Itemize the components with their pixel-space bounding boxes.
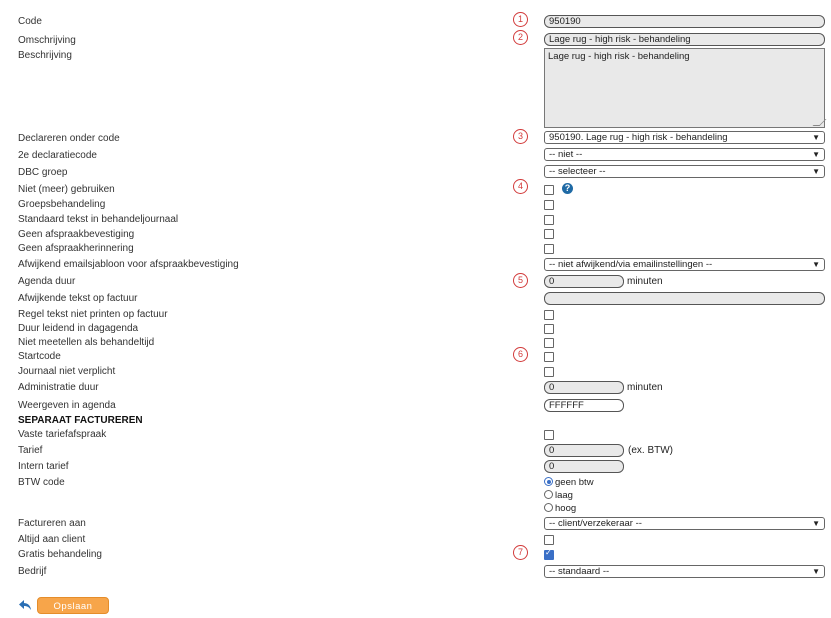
2e-declaratiecode-value: -- niet -- — [549, 149, 583, 160]
label-altijd-aan-client: Altijd aan client — [18, 534, 86, 545]
beschrijving-textarea[interactable] — [544, 48, 825, 128]
label-administratie-duur: Administratie duur — [18, 382, 99, 393]
chevron-down-icon: ▼ — [812, 260, 820, 269]
declareren-onder-code-select[interactable] — [544, 131, 825, 144]
radio-selected-icon — [544, 477, 553, 486]
agenda-duur-input[interactable]: 0 — [544, 275, 624, 288]
label-btw-code: BTW code — [18, 477, 65, 488]
omschrijving-input[interactable]: Lage rug - high risk - behandeling — [544, 33, 825, 46]
administratie-duur-input[interactable]: 0 — [544, 381, 624, 394]
label-beschrijving: Beschrijving — [18, 50, 72, 61]
tarief-unit: (ex. BTW) — [628, 445, 673, 456]
label-code: Code — [18, 16, 42, 27]
2e-declaratiecode-select[interactable] — [544, 148, 825, 161]
annotation-badge-5: 5 — [513, 273, 528, 288]
chevron-down-icon: ▼ — [812, 133, 820, 142]
label-gratis-behandeling: Gratis behandeling — [18, 549, 102, 560]
label-niet-gebruiken: Niet (meer) gebruiken — [18, 184, 115, 195]
chevron-down-icon: ▼ — [812, 567, 820, 576]
factureren-aan-value: -- client/verzekeraar -- — [549, 518, 642, 529]
regel-tekst-checkbox[interactable] — [544, 310, 554, 320]
annotation-badge-2: 2 — [513, 30, 528, 45]
label-duur-leidend: Duur leidend in dagagenda — [18, 323, 139, 334]
save-button[interactable]: Opslaan — [37, 597, 109, 614]
vaste-tariefafspraak-checkbox[interactable] — [544, 430, 554, 440]
label-startcode: Startcode — [18, 351, 61, 362]
niet-gebruiken-checkbox[interactable] — [544, 185, 554, 195]
label-vaste-tariefafspraak: Vaste tariefafspraak — [18, 429, 107, 440]
startcode-checkbox[interactable] — [544, 352, 554, 362]
duur-leidend-checkbox[interactable] — [544, 324, 554, 334]
administratie-duur-unit: minuten — [627, 382, 663, 393]
label-tarief: Tarief — [18, 445, 43, 456]
dbc-groep-value: -- selecteer -- — [549, 166, 606, 177]
annotation-badge-3: 3 — [513, 129, 528, 144]
agenda-duur-unit: minuten — [627, 276, 663, 287]
afwijkend-emailsjabloon-select[interactable] — [544, 258, 825, 271]
label-geen-afspraakherinnering: Geen afspraakherinnering — [18, 243, 134, 254]
bedrijf-value: -- standaard -- — [549, 566, 610, 577]
intern-tarief-input[interactable]: 0 — [544, 460, 624, 473]
btw-radio-hoog[interactable] — [544, 503, 576, 514]
chevron-down-icon: ▼ — [812, 519, 820, 528]
dbc-groep-select[interactable] — [544, 165, 825, 178]
geen-afspraakherinnering-checkbox[interactable] — [544, 244, 554, 254]
chevron-down-icon: ▼ — [812, 167, 820, 176]
label-omschrijving: Omschrijving — [18, 35, 76, 46]
label-intern-tarief: Intern tarief — [18, 461, 69, 472]
bedrijf-select[interactable] — [544, 565, 825, 578]
code-input[interactable]: 950190 — [544, 15, 825, 28]
standaard-tekst-checkbox[interactable] — [544, 215, 554, 225]
gratis-behandeling-checkbox[interactable] — [544, 550, 554, 560]
afwijkende-tekst-input[interactable] — [544, 292, 825, 305]
label-journaal-niet-verplicht: Journaal niet verplicht — [18, 366, 116, 377]
btw-option-label: geen btw — [555, 477, 594, 488]
question-circle-icon[interactable]: ? — [562, 183, 573, 194]
radio-icon — [544, 503, 553, 512]
resize-handle-icon[interactable] — [813, 119, 827, 126]
annotation-badge-6: 6 — [513, 347, 528, 362]
label-factureren-aan: Factureren aan — [18, 518, 86, 529]
label-agenda-duur: Agenda duur — [18, 276, 76, 287]
label-2e-declaratiecode: 2e declaratiecode — [18, 150, 97, 161]
label-regel-tekst: Regel tekst niet printen op factuur — [18, 309, 168, 320]
beschrijving-text: Lage rug - high risk - behandeling — [548, 51, 690, 62]
label-groepsbehandeling: Groepsbehandeling — [18, 199, 106, 210]
label-declareren: Declareren onder code — [18, 133, 120, 144]
btw-option-label: laag — [555, 490, 573, 501]
declareren-value: 950190. Lage rug - high risk - behandeling — [549, 132, 728, 143]
label-afwijkend-emailsjabloon: Afwijkend emailsjabloon voor afspraakbevestiging — [18, 259, 239, 270]
factureren-aan-select[interactable] — [544, 517, 825, 530]
label-weergeven-in-agenda: Weergeven in agenda — [18, 400, 116, 411]
btw-radio-geen[interactable] — [544, 477, 594, 488]
weergeven-in-agenda-input[interactable]: FFFFFF — [544, 399, 624, 412]
label-bedrijf: Bedrijf — [18, 566, 47, 577]
groepsbehandeling-checkbox[interactable] — [544, 200, 554, 210]
label-geen-afspraakbevestiging: Geen afspraakbevestiging — [18, 229, 135, 240]
annotation-badge-7: 7 — [513, 545, 528, 560]
label-afwijkende-tekst: Afwijkende tekst op factuur — [18, 293, 138, 304]
radio-icon — [544, 490, 553, 499]
journaal-niet-verplicht-checkbox[interactable] — [544, 367, 554, 377]
niet-meetellen-checkbox[interactable] — [544, 338, 554, 348]
altijd-aan-client-checkbox[interactable] — [544, 535, 554, 545]
chevron-down-icon: ▼ — [812, 150, 820, 159]
annotation-badge-1: 1 — [513, 12, 528, 27]
tarief-input[interactable]: 0 — [544, 444, 624, 457]
back-arrow-icon[interactable] — [18, 599, 32, 611]
btw-radio-laag[interactable] — [544, 490, 573, 501]
geen-afspraakbevestiging-checkbox[interactable] — [544, 229, 554, 239]
btw-option-label: hoog — [555, 503, 577, 514]
label-standaard-tekst: Standaard tekst in behandeljournaal — [18, 214, 179, 225]
section-separaat-factureren: SEPARAAT FACTUREREN — [18, 415, 143, 426]
label-dbc-groep: DBC groep — [18, 167, 68, 178]
label-niet-meetellen: Niet meetellen als behandeltijd — [18, 337, 155, 348]
annotation-badge-4: 4 — [513, 179, 528, 194]
afwijkend-emailsjabloon-value: -- niet afwijkend/via emailinstellingen -- — [549, 259, 713, 270]
